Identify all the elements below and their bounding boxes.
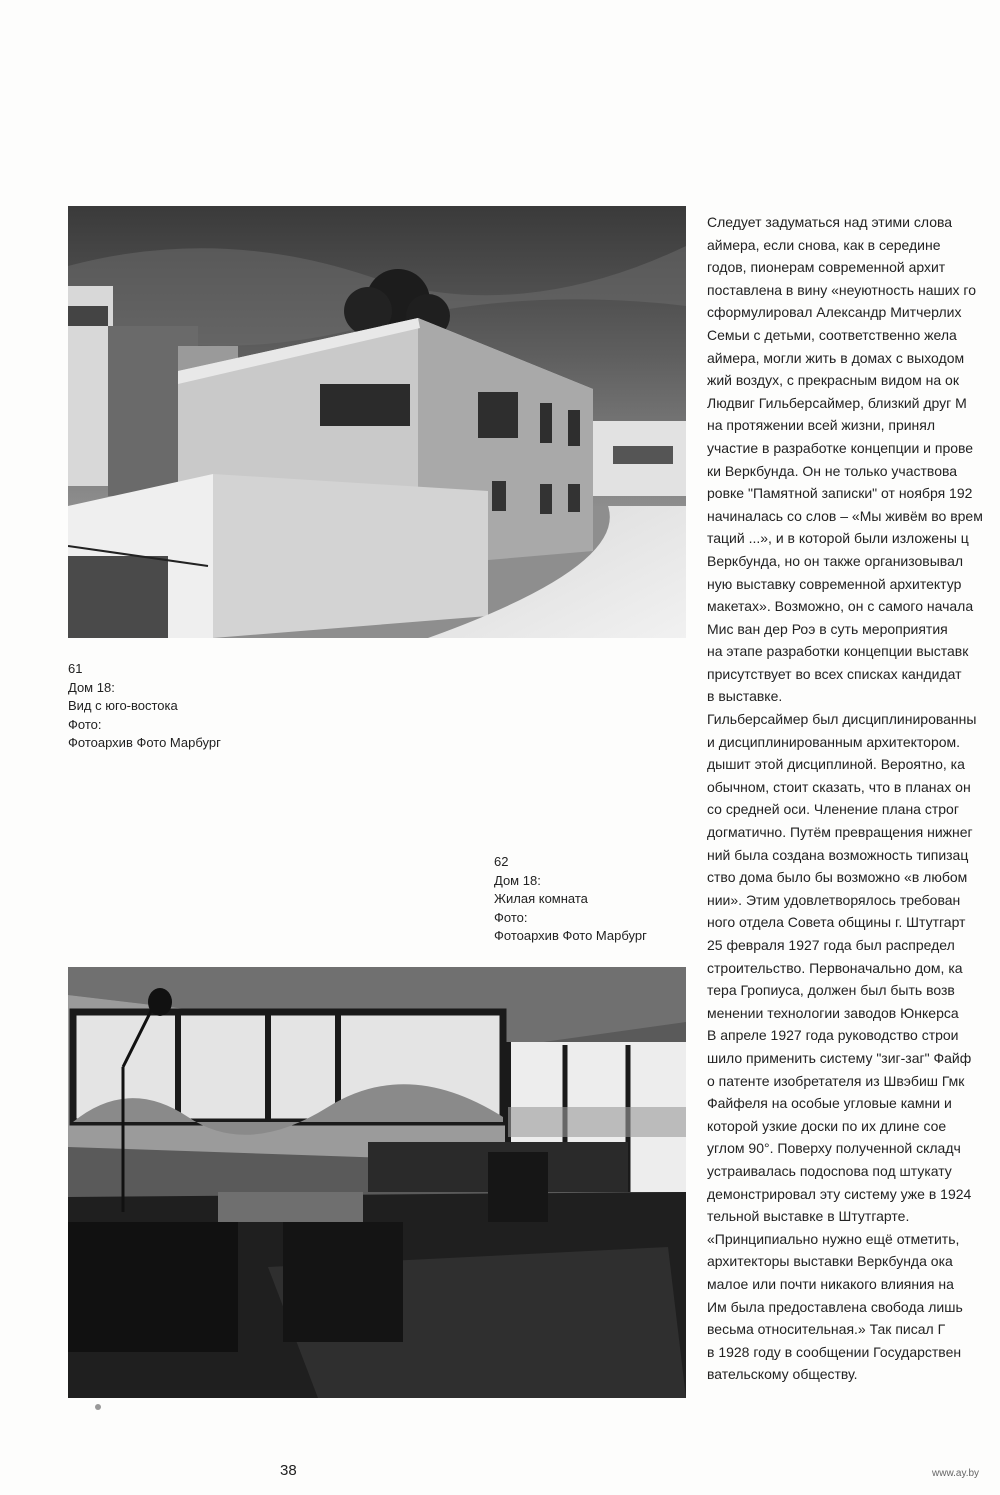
body-text-line: демонстрировал эту систему уже в 1924 (707, 1185, 972, 1202)
body-text-line: сформулировал Александр Митчерлих (707, 304, 962, 321)
body-text-line: участие в разработке концепции и прове (707, 439, 974, 456)
figure-61-photo (68, 206, 686, 638)
figure-number: 62 (494, 854, 509, 869)
figure-number: 61 (68, 661, 83, 676)
body-text-line: Следует задуматься над этими слова (707, 214, 953, 230)
body-text-line: и дисциплинированным архитектором. (707, 733, 961, 750)
caption-line: Фото: (68, 716, 102, 732)
caption-line: Фото: (494, 909, 528, 925)
house-exterior-image (68, 206, 686, 638)
caption-line: Дом 18: (68, 679, 115, 695)
body-text-line: 25 февраля 1927 года был распредел (707, 937, 955, 953)
figure-62-photo (68, 967, 686, 1398)
body-text-line: о патенте изобретателя из Швэбиш Гмк (707, 1072, 965, 1089)
body-text-line: начиналась со слов – «Мы живём во врем (707, 507, 983, 524)
body-text-line: Гильберсаймер был дисциплинированны (707, 711, 977, 728)
figure-61-caption (68, 660, 221, 753)
body-text-line: В апреле 1927 года руководство строи (707, 1027, 959, 1044)
page-number: 38 (280, 1462, 297, 1479)
body-text-line: ки Веркбунда. Он не только участвова (707, 462, 958, 479)
caption-line: Жилая комната (494, 891, 588, 906)
body-text-line: весьма относительная.» Так писал Г (707, 1321, 946, 1338)
body-text-line: аймера, если снова, как в середине (707, 236, 941, 253)
body-text-line: устраивалась подосnова под штукату (707, 1162, 952, 1179)
body-text-line: Людвиг Гильберсаймер, близкий друг М (707, 394, 967, 411)
body-text (707, 211, 1000, 1401)
body-text-line: углом 90°. Поверху полученной складч (707, 1140, 961, 1157)
body-text-line: догматично. Путём превращения нижнег (707, 824, 973, 841)
body-text-line: на этапе разработки концепции выставк (707, 643, 969, 660)
body-text-line: вательскому обществу. (707, 1366, 858, 1383)
body-text-line: ство дома было бы возможно «в любом (707, 869, 968, 886)
caption-line: Фотоархив Фото Марбург (68, 735, 221, 750)
body-text-line: дышит этой дисциплиной. Вероятно, ка (707, 756, 965, 773)
body-text-line: малое или почти никакого влияния на (707, 1275, 954, 1292)
body-text-line: поставлена в вину «неуютность наших го (707, 281, 977, 298)
body-text-line: «Принципиально нужно ещё отметить, (707, 1230, 960, 1247)
body-text-line: архитекторы выставки Веркбунда ока (707, 1253, 953, 1270)
body-text-line: нии». Этим удовлетворялось требован (707, 891, 961, 908)
body-text-line: менении технологии заводов Юнкерса (707, 1004, 959, 1021)
body-text-line: жий воздух, с прекрасным видом на ок (707, 372, 959, 389)
caption-line: Вид с юго-востока (68, 698, 178, 713)
body-text-line: ного отдела Совета общины г. Штутгарт (707, 914, 966, 931)
body-text-line: аймера, могли жить в домах с выходом (707, 349, 965, 366)
dust-speck (92, 1402, 104, 1412)
body-text-line: ровке "Памятной записки" от ноября 192 (707, 485, 973, 502)
body-text-line: в 1928 году в сообщении Государствен (707, 1343, 962, 1360)
body-text-line: Семьи с детьми, соответственно жела (707, 326, 957, 343)
watermark: www.ay.by (932, 1468, 980, 1479)
body-text-line: шило применить систему "зиг-заг" Файф (707, 1049, 972, 1066)
body-text-line: со средней оси. Членение плана строг (707, 801, 959, 818)
body-text-line: ную выставку современной архитектур (707, 575, 962, 592)
body-text-line: присутствует во всех списках кандидат (707, 665, 962, 682)
body-text-line: ний была создана возможность типизац (707, 846, 969, 863)
body-text-line: Файфеля на особые угловые камни и (707, 1095, 952, 1112)
body-text-line: которой узкие доски по их длине сое (707, 1117, 947, 1134)
body-text-line: Им была предоставлена свобода лишь (707, 1298, 963, 1315)
body-text-line: таций ...», и в которой были изложены ц (707, 530, 969, 547)
body-text-line: тера Гропиуса, должен был быть возв (707, 982, 955, 999)
living-room-image (68, 967, 686, 1398)
body-text-line: макетах». Возможно, он с самого начала (707, 598, 974, 615)
body-text-line: годов, пионерам современной архит (707, 259, 946, 276)
caption-line: Фотоархив Фото Марбург (494, 928, 647, 943)
body-text-line: на протяжении всей жизни, принял (707, 417, 936, 434)
body-text-line: обычном, стоит сказать, что в планах он (707, 778, 971, 795)
body-text-line: строительство. Первоначально дом, ка (707, 959, 963, 976)
figure-62-caption (494, 853, 647, 946)
body-text-line: Мис ван дер Роэ в суть мероприятия (707, 620, 948, 637)
body-text-line: Веркбунда, но он также организовывал (707, 552, 964, 569)
caption-line: Дом 18: (494, 872, 541, 888)
body-text-line: тельной выставке в Штутгарте. (707, 1208, 910, 1225)
body-text-line: в выставке. (707, 688, 783, 705)
